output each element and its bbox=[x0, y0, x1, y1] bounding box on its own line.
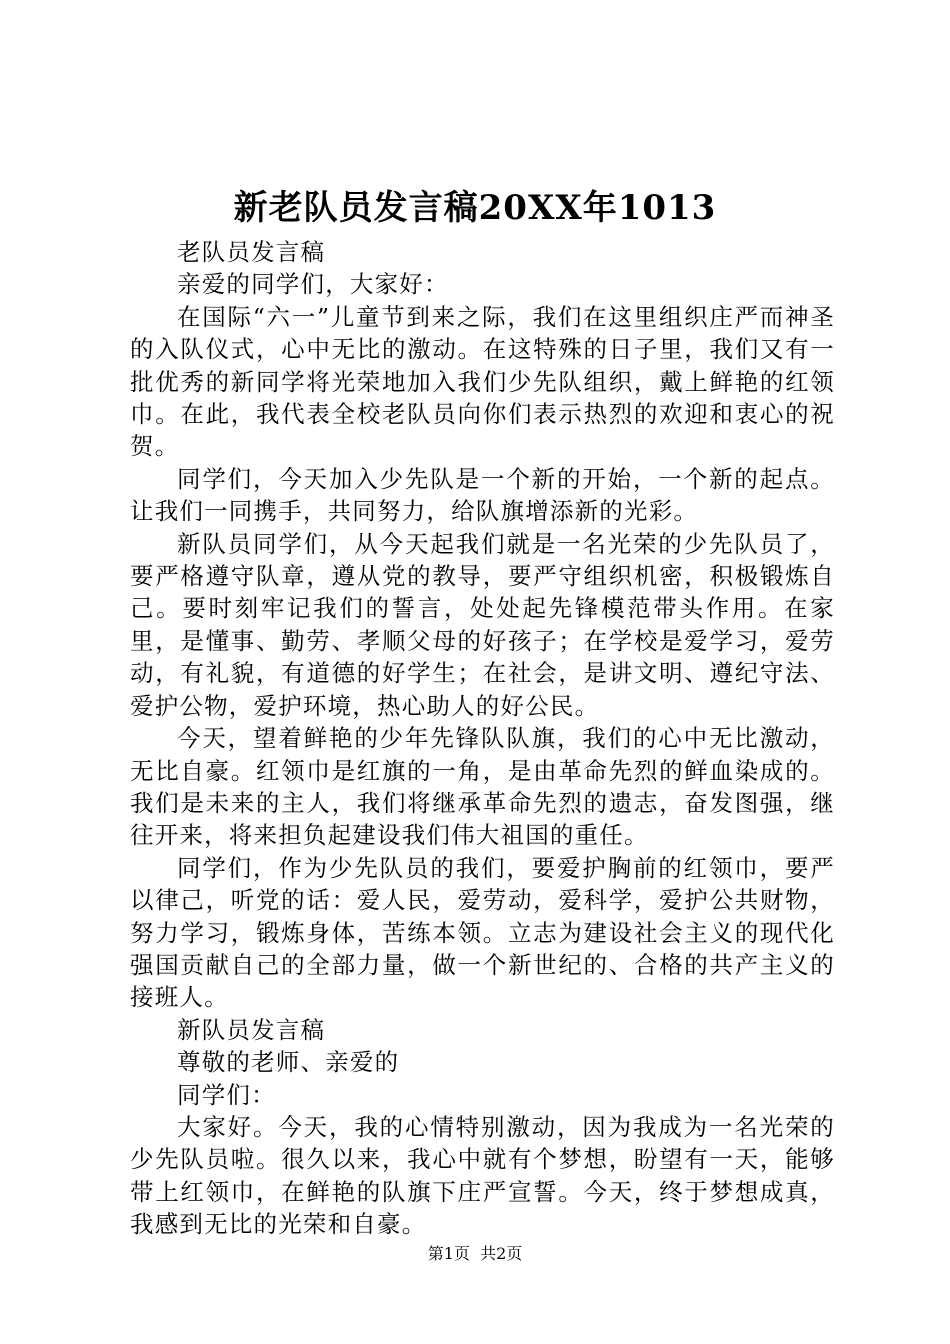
paragraph-greeting: 亲爱的同学们，大家好： bbox=[177, 270, 449, 299]
page-footer bbox=[0, 1243, 950, 1265]
paragraph-heading-old-member: 老队员发言稿 bbox=[177, 238, 326, 266]
paragraph-salutation: 同学们： bbox=[177, 1080, 276, 1109]
paragraph: 在国际“六一”儿童节到来之际，我们在这里组织庄严而神圣的入队仪式，心中无比的激动。在这特殊的日子里，我们又有一批优秀的新同学将光荣地加入我们少先队组织，戴上鲜艳的红领巾。在此，我代表全校老队员向你们表示热烈的欢迎和衷心的祝贺。 bbox=[130, 302, 835, 461]
paragraph-heading-new-member: 新队员发言稿 bbox=[177, 1015, 326, 1044]
page-number: 第1页 bbox=[427, 1244, 470, 1263]
paragraph: 今天，望着鲜艳的少年先锋队队旗，我们的心中无比激动，无比自豪。红领巾是红旗的一角，是由革命先烈的鲜血染成的。我们是未来的主人，我们将继承革命先烈的遗志，奋发图强，继往开来，将来担负起建设我们伟大祖国的重任。 bbox=[130, 724, 835, 850]
document-title: 新老队员发言稿20XX年1013 bbox=[233, 188, 717, 228]
paragraph-salutation: 尊敬的老师、亲爱的 bbox=[177, 1048, 400, 1077]
paragraph: 同学们，今天加入少先队是一个新的开始，一个新的起点。让我们一同携手，共同努力，给队旗增添新的光彩。 bbox=[130, 464, 835, 526]
paragraph: 新队员同学们，从今天起我们就是一名光荣的少先队员了，要严格遵守队章，遵从党的教导，要严守组织机密，积极锻炼自己。要时刻牢记我们的誓言，处处起先锋模范带头作用。在家里，是懂事、勤劳、孝顺父母的好孩子；在学校是爱学习，爱劳动，有礼貌，有道德的好学生；在社会，是讲文明、遵纪守法、爱护公物，爱护环境，热心助人的好公民。 bbox=[130, 529, 835, 720]
paragraph: 同学们，作为少先队员的我们，要爱护胸前的红领巾，要严以律己，听党的话：爱人民，爱劳动，爱科学，爱护公共财物，努力学习，锻炼身体，苦练本领。立志为建设社会主义的现代化强国贡献自己的全部力量，做一个新世纪的、合格的共产主义的接班人。 bbox=[130, 853, 835, 1012]
page-total: 共2页 bbox=[480, 1244, 523, 1263]
document-body bbox=[130, 236, 835, 1241]
paragraph: 大家好。今天，我的心情特别激动，因为我成为一名光荣的少先队员啦。很久以来，我心中就有个梦想，盼望有一天，能够带上红领巾，在鲜艳的队旗下庄严宣誓。今天，终于梦想成真，我感到无比的光荣和自豪。 bbox=[130, 1112, 835, 1239]
